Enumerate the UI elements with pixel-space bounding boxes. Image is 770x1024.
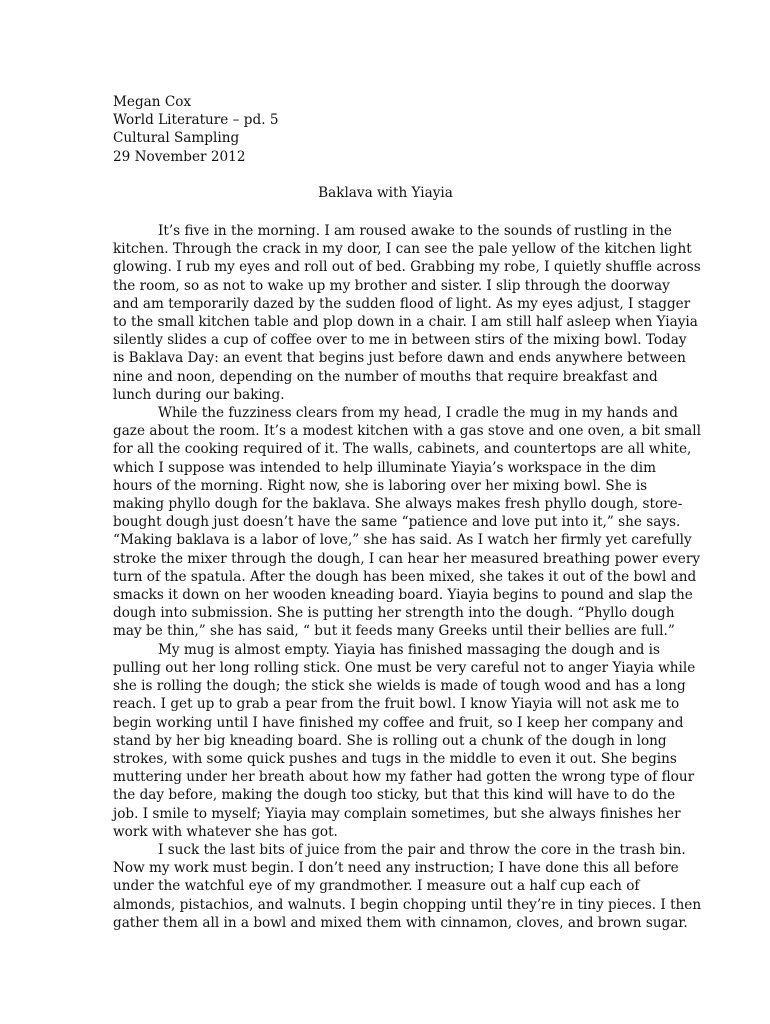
paragraph-line: stand by her big kneading board. She is rolling out a chunk of the dough in long (113, 732, 667, 749)
paragraph (113, 841, 702, 932)
paragraph-line: the room, so as not to wake up my brother and sister. I slip through the doorway (113, 277, 670, 294)
paragraph-line: and am temporarily dazed by the sudden flood of light. As my eyes adjust, I stagger (113, 295, 691, 312)
paragraph-line: which I suppose was intended to help illuminate Yiayia’s workspace in the dim (113, 459, 657, 476)
essay-text (113, 222, 702, 932)
paragraph-line: job. I smile to myself; Yiayia may complain sometimes, but she always finishes her (113, 805, 681, 822)
paragraph-line: the day before, making the dough too sticky, but that this kind will have to do the (113, 787, 676, 804)
paragraph-line: under the watchful eye of my grandmother. I measure out a half cup each of (113, 878, 640, 895)
paragraph-line: is Baklava Day: an event that begins just before dawn and ends anywhere between (113, 350, 686, 367)
paragraph-line: My mug is almost empty. Yiayia has finished massaging the dough and is (158, 641, 660, 658)
paragraph-line: glowing. I rub my eyes and roll out of bed. Grabbing my robe, I quietly shuffle across (113, 259, 701, 276)
paragraph-line: pulling out her long rolling stick. One must be very careful not to anger Yiayia while (113, 659, 696, 676)
paragraph-line: It’s five in the morning. I am roused awake to the sounds of rustling in the (158, 223, 672, 240)
paragraph-line: for all the cooking required of it. The walls, cabinets, and countertops are all white, (113, 441, 692, 458)
paragraph-line: Now my work must begin. I don’t need any instruction; I have done this all before (113, 860, 679, 877)
paragraph-line: dough into submission. She is putting her strength into the dough. “Phyllo dough (113, 605, 675, 622)
paragraph-line: lunch during our baking. (113, 386, 285, 403)
paragraph-line: silently slides a cup of coffee over to me in between stirs of the mixing bowl. Today (113, 332, 687, 349)
paragraph-line: hours of the morning. Right now, she is laboring over her mixing bowl. She is (113, 477, 648, 494)
paragraph-line: turn of the spatula. After the dough has been mixed, she takes it out of the bowl and (113, 568, 697, 585)
document-date: 29 November 2012 (113, 148, 246, 165)
paragraph-line: making phyllo dough for the baklava. She always makes fresh phyllo dough, store- (113, 496, 683, 513)
paragraph-line: to the small kitchen table and plop down in a chair. I am still half asleep when Yiayia (113, 314, 698, 331)
document-title: Baklava with Yiayia (318, 184, 453, 201)
author-name: Megan Cox (113, 94, 192, 110)
paragraph-line: kitchen. Through the crack in my door, I can see the pale yellow of the kitchen light (113, 241, 692, 258)
paragraph-line: she is rolling the dough; the stick she wields is made of tough wood and has a long (113, 678, 686, 695)
assignment-name: Cultural Sampling (113, 130, 240, 147)
document-header (113, 93, 658, 166)
paragraph-line: “Making baklava is a labor of love,” she has said. As I watch her firmly yet carefully (113, 532, 692, 549)
document-body (113, 93, 702, 932)
paragraph-line: bought dough just doesn’t have the same “patience and love put into it,” she says. (113, 514, 681, 531)
paragraph-line: While the fuzziness clears from my head, I cradle the mug in my hands and (158, 405, 678, 422)
paragraph-line: stroke the mixer through the dough, I can hear her measured breathing power every (113, 550, 701, 567)
paragraph-line: smacks it down on her wooden kneading board. Yiayia begins to pound and slap the (113, 587, 693, 604)
paragraph (113, 404, 701, 641)
course-name: World Literature – pd. 5 (113, 112, 279, 129)
paragraph-line: reach. I get up to grab a pear from the fruit bowl. I know Yiayia will not ask me to (113, 696, 680, 713)
paragraph (113, 641, 696, 841)
paragraph-line: may be thin,” she has said, “ but it feeds many Greeks until their bellies are full.” (113, 623, 675, 640)
paragraph-line: begin working until I have finished my coffee and fruit, so I keep her company and (113, 714, 684, 731)
paragraph-line: almonds, pistachios, and walnuts. I begin chopping until they’re in tiny pieces. I then (113, 896, 702, 913)
paragraph-line: nine and noon, depending on the number of mouths that require breakfast and (113, 368, 658, 385)
paragraph-line: I suck the last bits of juice from the pair and throw the core in the trash bin. (158, 841, 686, 858)
paragraph (113, 222, 701, 404)
paragraph-line: work with whatever she has got. (113, 823, 338, 840)
paragraph-line: muttering under her breath about how my father had gotten the wrong type of flour (113, 769, 695, 786)
paragraph-line: gaze about the room. It’s a modest kitchen with a gas stove and one oven, a bit small (113, 423, 701, 440)
paragraph-line: strokes, with some quick pushes and tugs in the middle to even it out. She begins (113, 750, 677, 767)
paragraph-line: gather them all in a bowl and mixed them with cinnamon, cloves, and brown sugar. (113, 914, 688, 931)
